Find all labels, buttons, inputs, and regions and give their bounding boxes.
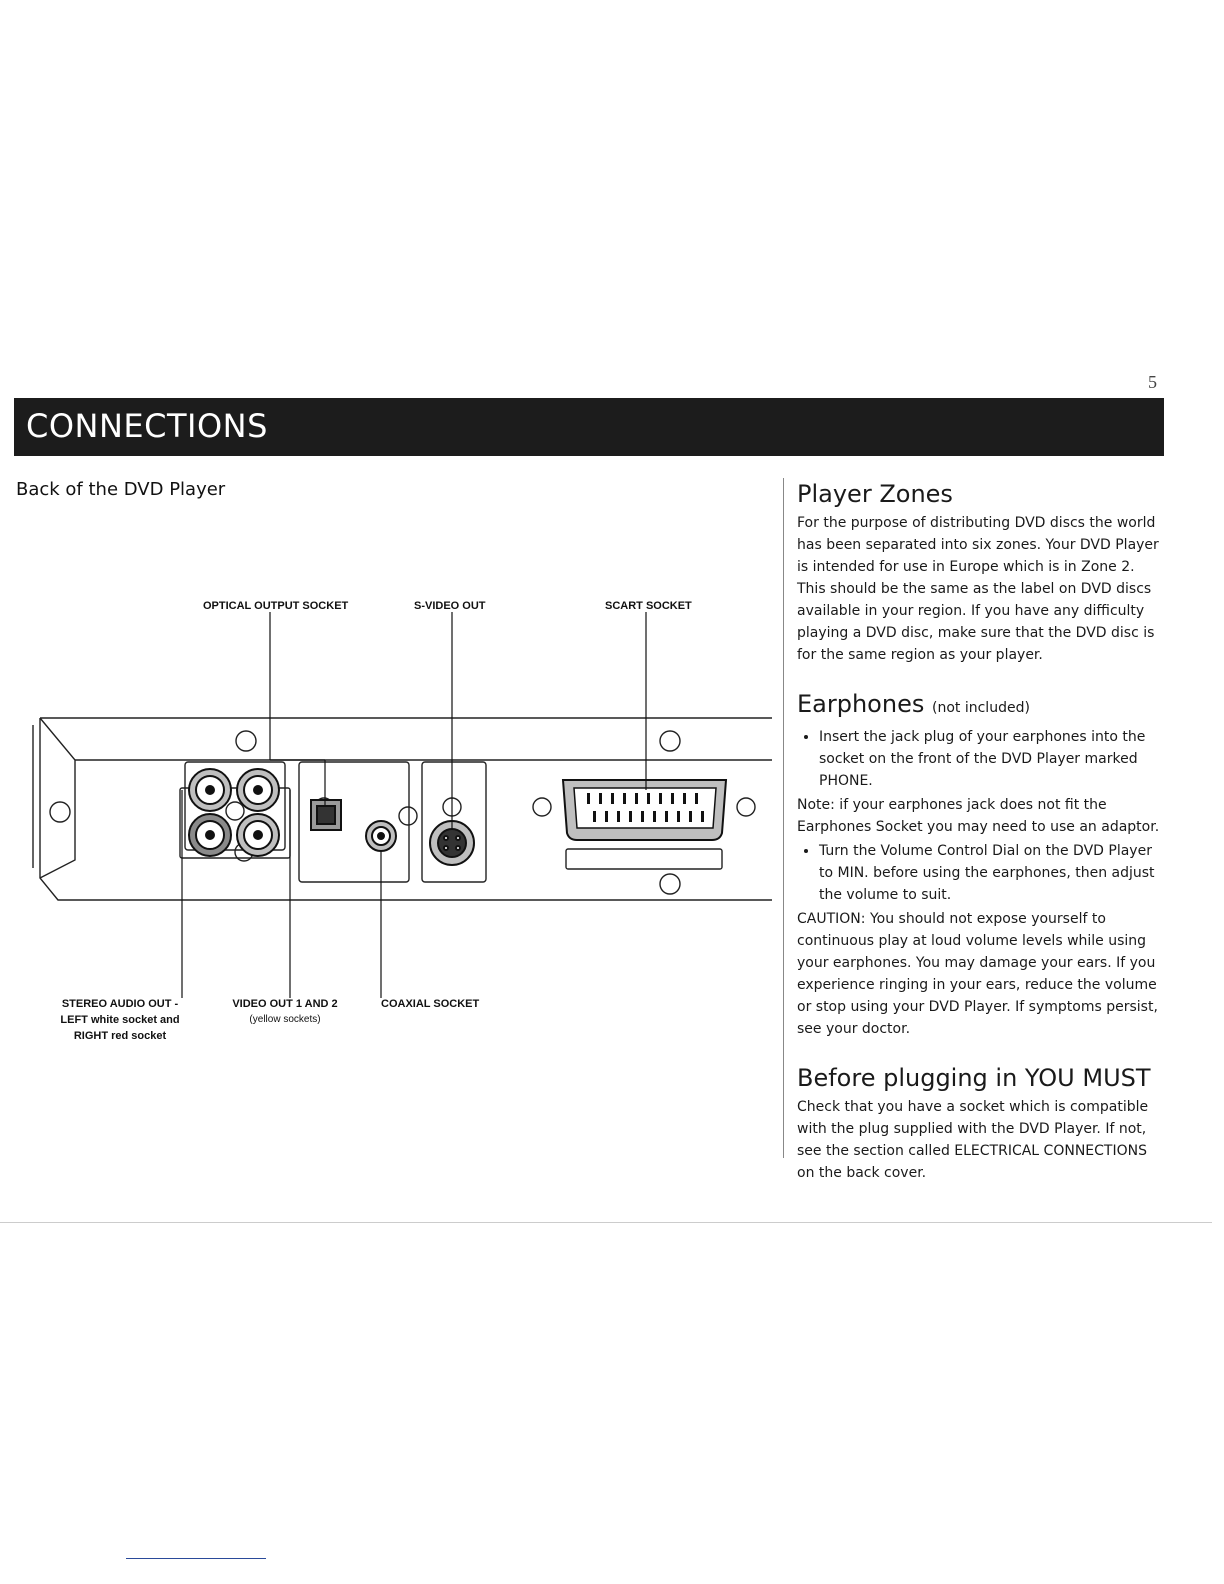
rca-socket [189, 769, 231, 811]
player-zones-body: For the purpose of distributing DVD discs the world has been separated into six zones. Your DVD Player is intended for use in Europe which is in Zone 2. This should be the same as the label on DVD discs available in your region. If you have any difficulty playing a DVD disc, make sure that the DVD disc is for the same region as your player. [797, 515, 1159, 663]
header-band [14, 398, 1164, 456]
mount-hole [226, 802, 244, 820]
before-plugging-title: Before plugging in YOU MUST [797, 1064, 1151, 1092]
video-out-sub: (yellow sockets) [249, 1014, 321, 1025]
earphones-bullet-2: • Turn the Volume Control Dial on the DVD Player to MIN. before using the earphones, then adjust the volume to suit. [819, 840, 1167, 906]
video-out-label: VIDEO OUT 1 AND 2 [232, 998, 338, 1010]
callout-scart-socket: SCART SOCKET [605, 600, 692, 612]
stereo-line-2: LEFT white socket and [60, 1014, 180, 1026]
callout-optical-output: OPTICAL OUTPUT SOCKET [203, 600, 349, 612]
earphones-title-text: Earphones [797, 690, 925, 718]
page-title: CONNECTIONS [26, 407, 268, 445]
footer-link-line [126, 1558, 266, 1559]
right-column [797, 478, 1167, 1184]
rca-socket [237, 814, 279, 856]
mount-hole [533, 798, 551, 816]
rca-socket [189, 814, 231, 856]
mount-hole [399, 807, 417, 825]
stereo-line-1: STEREO AUDIO OUT - [61, 998, 179, 1010]
earphones-list-1 [797, 726, 1167, 792]
earphones-caution: CAUTION: You should not expose yourself to continuous play at loud volume levels while using your earphones. You may damage your ears. If you experience ringing in your ears, reduce the volume or stop using your DVD Player. If symptoms persist, see your doctor. [797, 911, 1158, 1037]
stereo-line-3: RIGHT red socket [73, 1030, 167, 1042]
earphones-list-2 [797, 840, 1167, 906]
mount-hole [236, 731, 256, 751]
earphones-title [797, 688, 1167, 724]
column-divider [783, 478, 784, 1158]
mount-hole [660, 731, 680, 751]
scart-socket [563, 780, 726, 840]
earphones-bullet-1: • Insert the jack plug of your earphones into the socket on the front of the DVD Player marked PHONE. [819, 726, 1167, 792]
optical-socket [311, 800, 341, 830]
mount-hole [660, 874, 680, 894]
dvd-back-panel-diagram [0, 590, 790, 1030]
player-zones-title: Player Zones [797, 480, 953, 508]
coaxial-socket [366, 821, 396, 851]
earphones-title-note: (not included) [932, 700, 1030, 716]
callout-coaxial-socket: COAXIAL SOCKET [381, 998, 480, 1010]
scart-label-rect [566, 849, 722, 869]
footer-rule [0, 1222, 1212, 1223]
page-number: 5 [1148, 372, 1157, 392]
callout-s-video-out: S-VIDEO OUT [414, 600, 486, 612]
section-heading: Back of the DVD Player [16, 479, 226, 500]
mount-hole [50, 802, 70, 822]
earphones-note: Note: if your earphones jack does not fit the Earphones Socket you may need to use an adaptor. [797, 797, 1160, 835]
before-plugging-body: Check that you have a socket which is compatible with the plug supplied with the DVD Player. If not, see the section called ELECTRICAL CONNECTIONS on the back cover. [797, 1099, 1149, 1181]
mount-hole [737, 798, 755, 816]
rca-socket [237, 769, 279, 811]
